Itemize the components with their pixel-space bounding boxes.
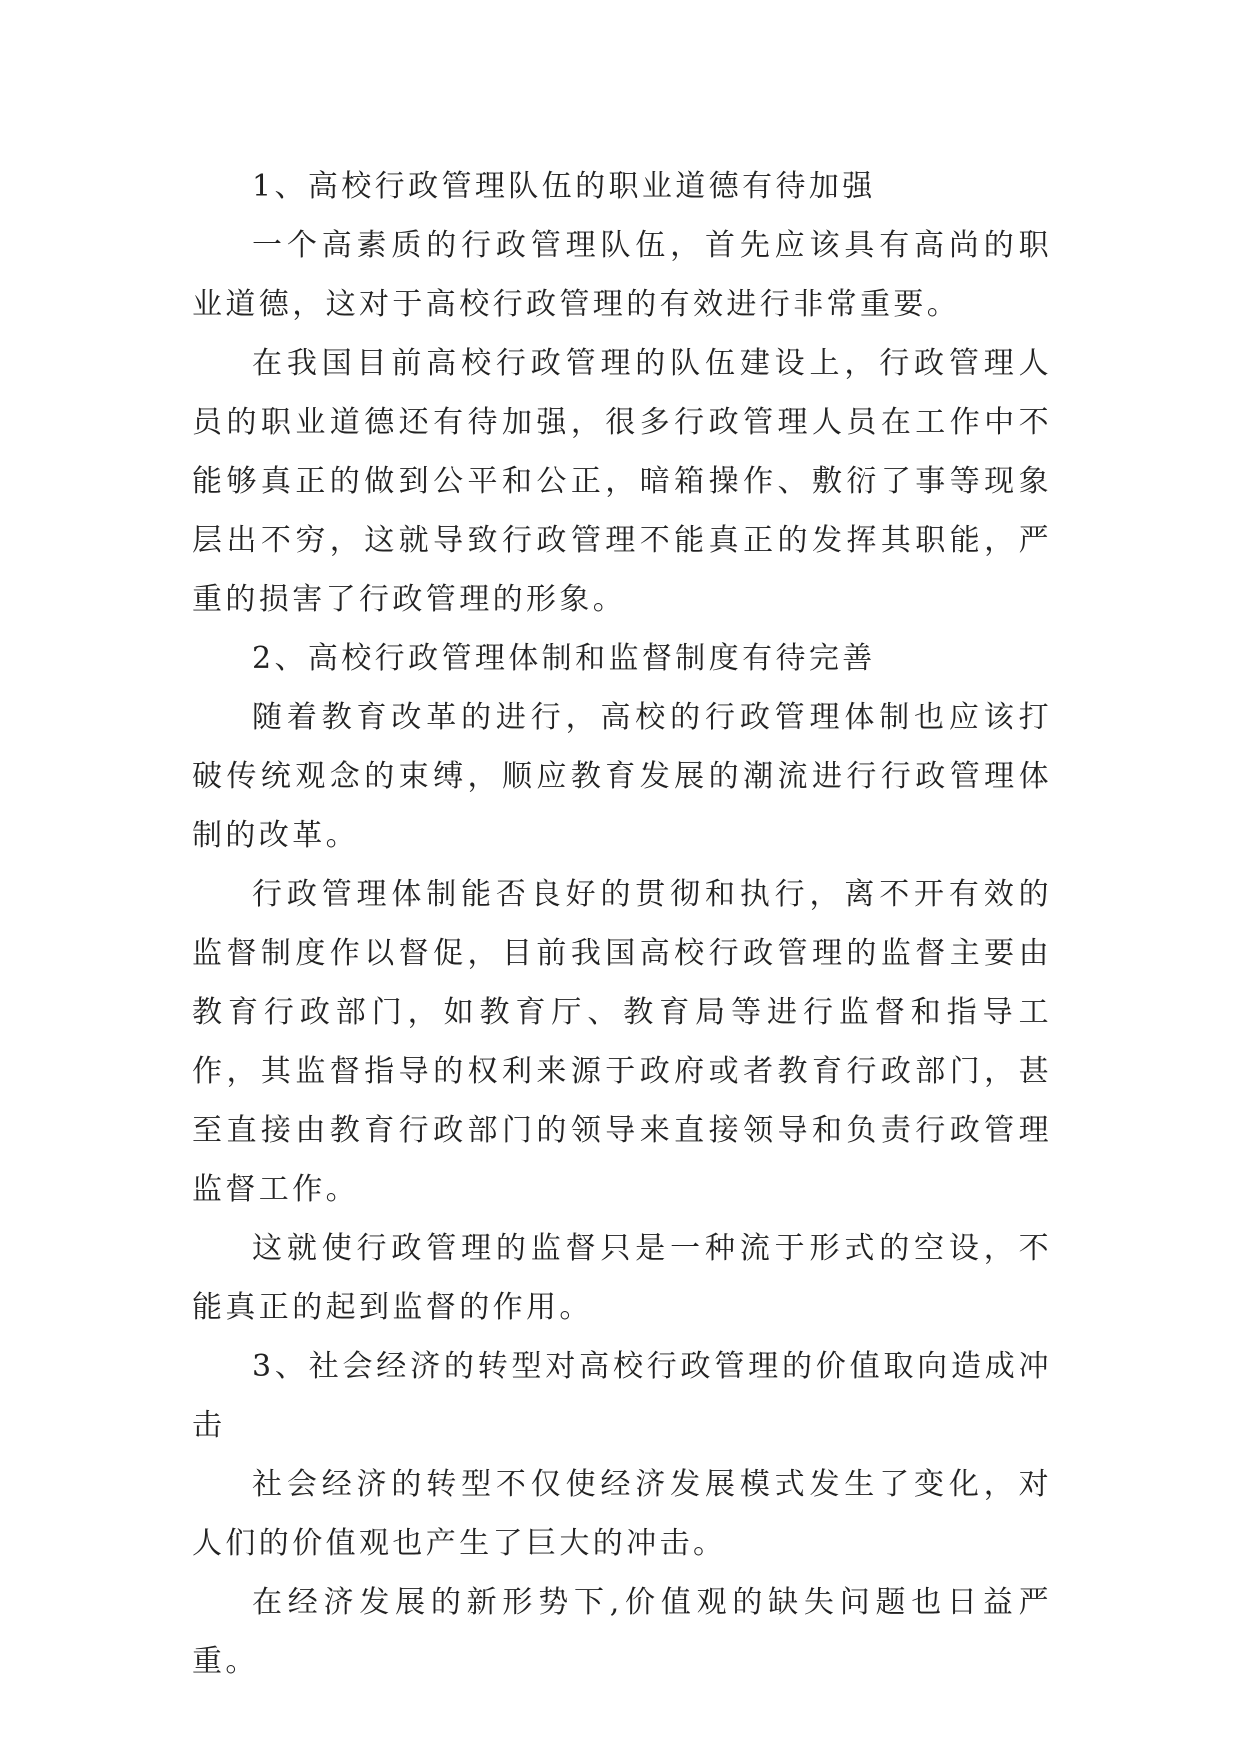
paragraph-1: 一个高素质的行政管理队伍，首先应该具有高尚的职业道德，这对于高校行政管理的有效进行非常重要。: [192, 228, 1052, 322]
paragraph-7: 在经济发展的新形势下,价值观的缺失问题也日益严重。: [192, 1585, 1052, 1679]
paragraph-5: 这就使行政管理的监督只是一种流于形式的空设，不能真正的起到监督的作用。: [192, 1231, 1052, 1325]
paragraph-2: 在我国目前高校行政管理的队伍建设上，行政管理人员的职业道德还有待加强，很多行政管理人员在工作中不能够真正的做到公平和公正，暗箱操作、敷衍了事等现象层出不穷，这就导致行政管理不能真正的发挥其职能，严重的损害了行政管理的形象。: [192, 346, 1052, 617]
section-heading-3: 3、社会经济的转型对高校行政管理的价值取向造成冲击: [192, 1349, 1052, 1443]
section-heading-2: 2、高校行政管理体制和监督制度有待完善: [252, 641, 876, 676]
paragraph-6: 社会经济的转型不仅使经济发展模式发生了变化，对人们的价值观也产生了巨大的冲击。: [192, 1467, 1052, 1561]
document-body: [192, 157, 1052, 1691]
paragraph-4: 行政管理体制能否良好的贯彻和执行，离不开有效的监督制度作以督促，目前我国高校行政管理的监督主要由教育行政部门，如教育厅、教育局等进行监督和指导工作，其监督指导的权利来源于政府或者教育行政部门，甚至直接由教育行政部门的领导来直接领导和负责行政管理监督工作。: [192, 877, 1052, 1207]
section-heading-1: 1、高校行政管理队伍的职业道德有待加强: [252, 169, 876, 204]
paragraph-3: 随着教育改革的进行，高校的行政管理体制也应该打破传统观念的束缚，顺应教育发展的潮流进行行政管理体制的改革。: [192, 700, 1052, 853]
